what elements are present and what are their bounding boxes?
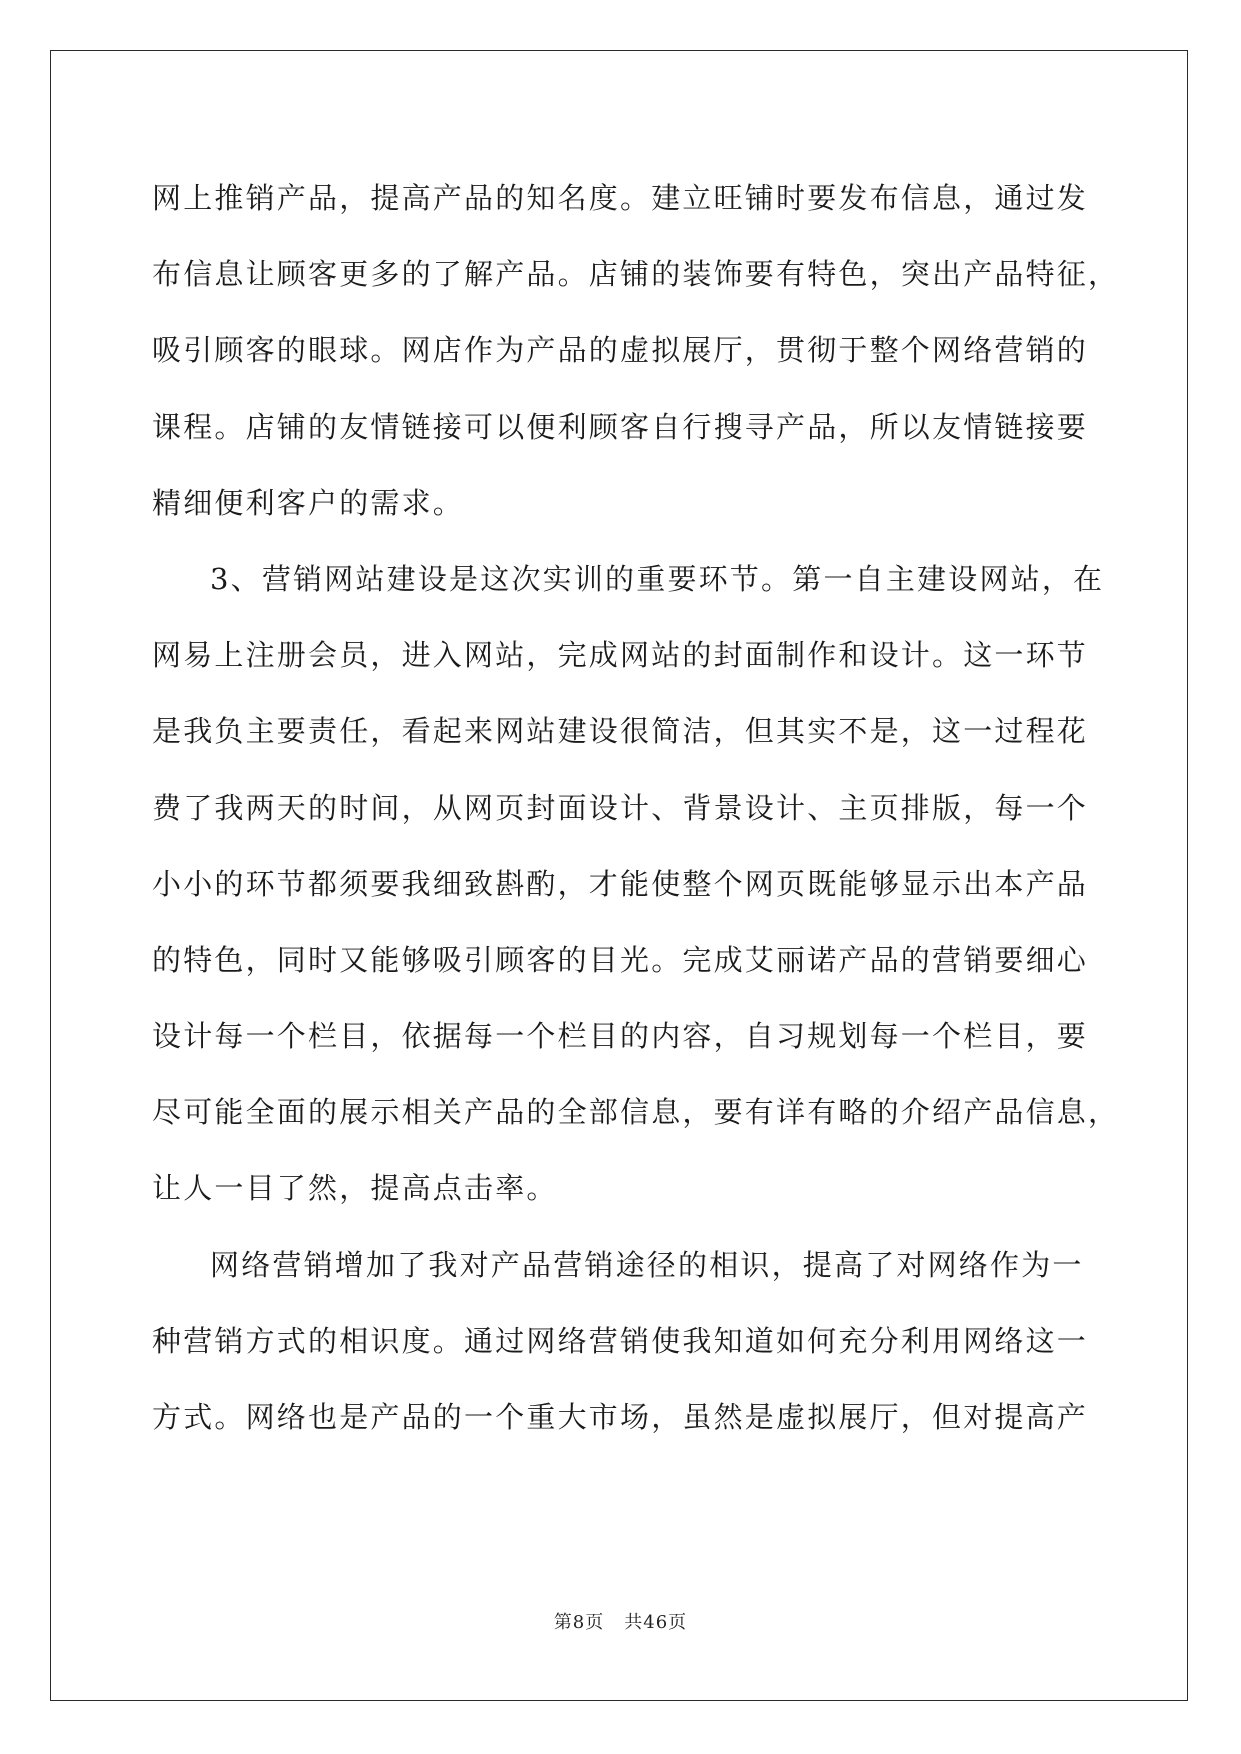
text-line: 课程。店铺的友情链接可以便利顾客自行搜寻产品，所以友情链接要 xyxy=(152,409,1089,444)
text-line: 方式。网络也是产品的一个重大市场，虽然是虚拟展厅，但对提高产 xyxy=(152,1400,1089,1434)
page-number: 第8页 xyxy=(553,1612,605,1633)
text-line: 网上推销产品，提高产品的知名度。建立旺铺时要发布信息，通过发 xyxy=(152,181,1089,215)
text-line: 网易上注册会员，进入网站，完成网站的封面制作和设计。这一环节 xyxy=(152,638,1089,673)
page-footer xyxy=(0,1608,1241,1634)
text-line: 设计每一个栏目，依据每一个栏目的内容，自习规划每一个栏目，要 xyxy=(152,1019,1089,1054)
text-line: 的特色，同时又能够吸引顾客的目光。完成艾丽诺产品的营销要细心 xyxy=(152,942,1089,977)
paragraph-start-line: 网络营销增加了我对产品营销途径的相识，提高了对网络作为一 xyxy=(210,1247,1084,1282)
text-line: 尽可能全面的展示相关产品的全部信息，要有详有略的介绍产品信息， xyxy=(152,1095,1120,1130)
text-line: 布信息让顾客更多的了解产品。店铺的装饰要有特色，突出产品特征， xyxy=(152,257,1120,292)
text-line: 让人一目了然，提高点击率。 xyxy=(152,1171,558,1206)
text-line: 吸引顾客的眼球。网店作为产品的虚拟展厅，贯彻于整个网络营销的 xyxy=(152,333,1089,368)
paragraph-start-line: 3、营销网站建设是这次实训的重要环节。第一自主建设网站，在 xyxy=(210,561,1105,596)
text-line: 是我负主要责任，看起来网站建设很简洁，但其实不是，这一过程花 xyxy=(152,714,1089,749)
page-total: 共46页 xyxy=(624,1612,688,1633)
text-line: 费了我两天的时间，从网页封面设计、背景设计、主页排版，每一个 xyxy=(152,790,1089,825)
text-line: 小小的环节都须要我细致斟酌，才能使整个网页既能够显示出本产品 xyxy=(152,866,1089,901)
document-body xyxy=(152,160,1120,1455)
text-line: 精细便利客户的需求。 xyxy=(152,485,465,520)
text-line: 种营销方式的相识度。通过网络营销使我知道如何充分利用网络这一 xyxy=(152,1323,1089,1358)
